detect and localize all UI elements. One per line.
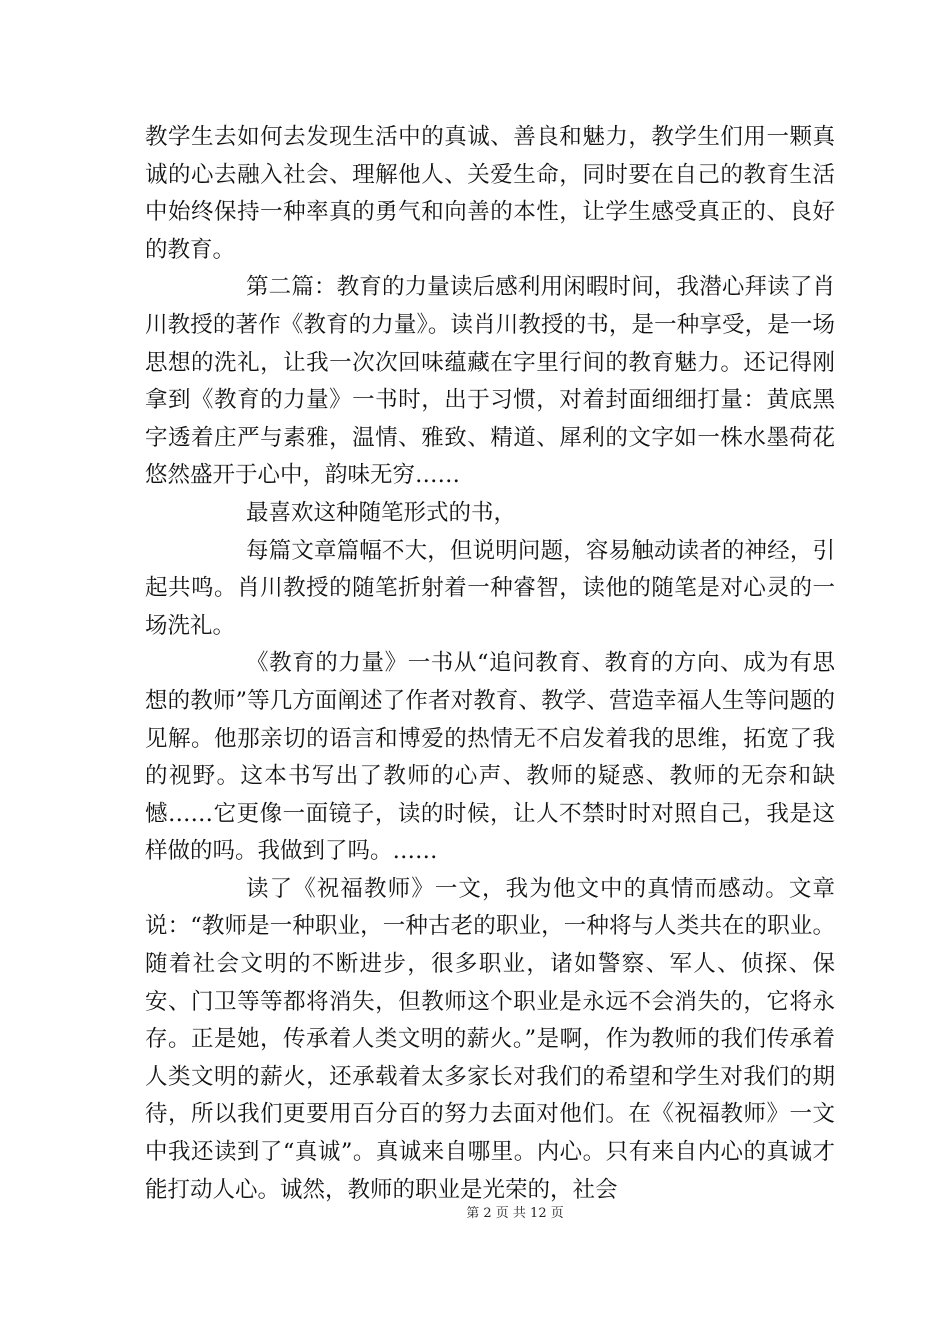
paragraph-4: 每篇文章篇幅不大，但说明问题，容易触动读者的神经，引起共鸣。肖川教授的随笔折射着一种睿智，读他的随笔是对心灵的一场洗礼。 <box>145 537 835 639</box>
document-body <box>145 119 835 1209</box>
page-number-footer: 第 2 页 共 12 页 <box>466 1206 564 1221</box>
paragraph-5: 《教育的力量》一书从“追问教育、教育的方向、成为有思想的教师”等几方面阐述了作者对教育、教学、营造幸福人生等问题的见解。他那亲切的语言和博爱的热情无不启发着我的思维，拓宽了我的视野。这本书写出了教师的心声、教师的疑惑、教师的无奈和缺憾……它更像一面镜子，读的时候，让人不禁时时对照自己，我是这样做的吗。我做到了吗。…… <box>145 650 835 865</box>
paragraph-6: 读了《祝福教师》一文，我为他文中的真情而感动。文章说：“教师是一种职业，一种古老的职业，一种将与人类共在的职业。随着社会文明的不断进步，很多职业，诸如警察、军人、侦探、保安、门卫等等都将消失，但教师这个职业是永远不会消失的，它将永存。正是她，传承着人类文明的薪火。”是啊，作为教师的我们传承着人类文明的薪火，还承载着太多家长对我们的希望和学生对我们的期待，所以我们更要用百分百的努力去面对他们。在《祝福教师》一文中我还读到了“真诚”。真诚来自哪里。内心。只有来自内心的真诚才能打动人心。诚然，教师的职业是光荣的，社会 <box>145 875 835 1203</box>
paragraph-1: 教学生去如何去发现生活中的真诚、善良和魅力，教学生们用一颗真诚的心去融入社会、理解他人、关爱生命，同时要在自己的教育生活中始终保持一种率真的勇气和向善的本性，让学生感受真正的、良好的教育。 <box>145 124 835 263</box>
paragraph-3: 最喜欢这种随笔形式的书， <box>246 499 517 526</box>
paragraph-2: 第二篇：教育的力量读后感利用闲暇时间，我潜心拜读了肖川教授的著作《教育的力量》。读肖川教授的书，是一种享受，是一场思想的洗礼，让我一次次回味蕴藏在字里行间的教育魅力。还记得刚拿到《教育的力量》一书时，出于习惯，对着封面细细打量：黄底黑字透着庄严与素雅，温情、雅致、精道、犀利的文字如一株水墨荷花悠然盛开于心中，韵味无穷…… <box>145 274 835 489</box>
